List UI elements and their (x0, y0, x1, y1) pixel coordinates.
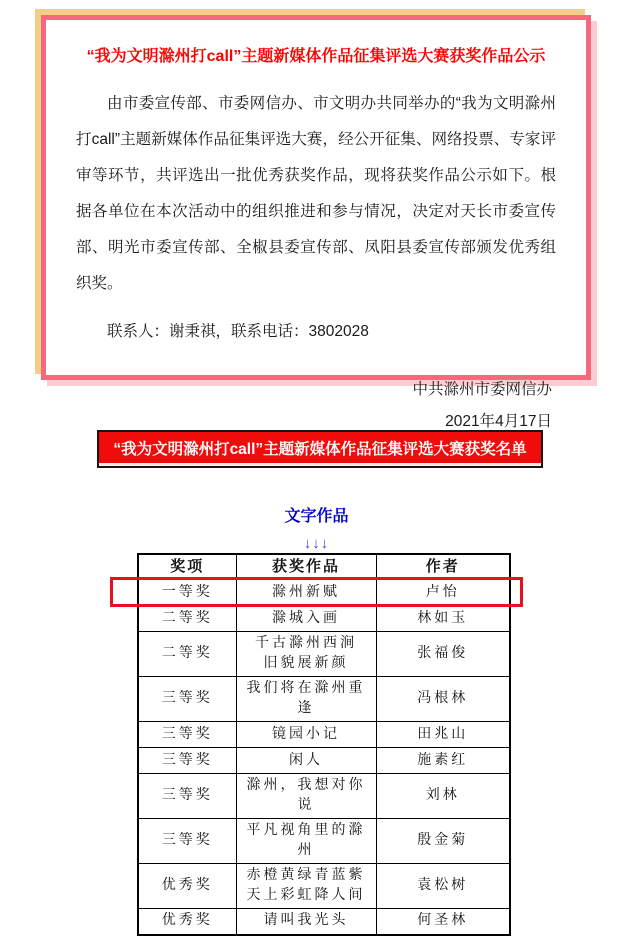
cell-award: 一等奖 (138, 580, 236, 606)
cell-award: 三等奖 (138, 774, 236, 819)
cell-author: 张福俊 (376, 632, 510, 677)
cell-award: 优秀奖 (138, 909, 236, 935)
cell-award: 三等奖 (138, 722, 236, 748)
table-row (138, 606, 510, 632)
cell-award: 二等奖 (138, 632, 236, 677)
notice-signoff (76, 374, 556, 438)
awards-table (137, 553, 511, 936)
cell-author: 卢怡 (376, 580, 510, 606)
cell-work: 滁州新赋 (236, 580, 376, 606)
cell-author: 田兆山 (376, 722, 510, 748)
cell-author: 施素红 (376, 748, 510, 774)
cell-author: 何圣林 (376, 909, 510, 935)
table-row-highlighted (138, 580, 510, 606)
table-row (138, 864, 510, 909)
cell-author: 袁松树 (376, 864, 510, 909)
cell-work: 赤橙黄绿青蓝紫 天上彩虹降人间 (236, 864, 376, 909)
table-row (138, 819, 510, 864)
cell-award: 三等奖 (138, 748, 236, 774)
cell-work: 千古滁州西涧 旧貌展新颜 (236, 632, 376, 677)
awards-table-wrap (137, 553, 509, 936)
table-row (138, 722, 510, 748)
cell-work: 平凡视角里的滁州 (236, 819, 376, 864)
cell-award: 优秀奖 (138, 864, 236, 909)
down-arrows-icon: ↓↓↓ (303, 535, 330, 552)
table-row (138, 748, 510, 774)
column-header: 奖项 (138, 554, 236, 580)
cell-work: 请叫我光头 (236, 909, 376, 935)
notice-paragraph: 由市委宣传部、市委网信办、市文明办共同举办的“我为文明滁州打call”主题新媒体作品征集评选大赛，经公开征集、网络投票、专家评审等环节，共评选出一批优秀获奖作品，现将获奖作品公示如下。根据各单位在本次活动中的组织推进和参与情况，决定对天长市委宣传部、明光市委宣传部、全椒县委宣传部、凤阳县委宣传部颁发优秀组织奖。 (76, 95, 556, 292)
cell-author: 冯根林 (376, 677, 510, 722)
cell-work: 我们将在滁州重逢 (236, 677, 376, 722)
column-header: 获奖作品 (236, 554, 376, 580)
notice-contact-line: 联系人：谢秉祺，联系电话：3802028 (107, 323, 369, 340)
awards-list-banner (97, 430, 543, 468)
cell-award: 二等奖 (138, 606, 236, 632)
cell-work: 镜园小记 (236, 722, 376, 748)
cell-work: 滁城入画 (236, 606, 376, 632)
table-body (138, 580, 510, 935)
awards-list-banner-title: “我为文明滁州打call”主题新媒体作品征集评选大赛获奖名单 (113, 441, 527, 458)
column-header: 作者 (376, 554, 510, 580)
notice-box (41, 15, 591, 430)
notice-date: 2021年4月17日 (445, 413, 552, 430)
table-row (138, 677, 510, 722)
cell-work: 滁州，我想对你说 (236, 774, 376, 819)
section-heading-text-works: 文字作品 (284, 508, 349, 525)
notice-signature: 中共滁州市委网信办 (412, 381, 552, 398)
table-row (138, 909, 510, 935)
cell-award: 三等奖 (138, 677, 236, 722)
cell-work: 闲人 (236, 748, 376, 774)
cell-author: 殷金菊 (376, 819, 510, 864)
table-row (138, 774, 510, 819)
cell-author: 林如玉 (376, 606, 510, 632)
table-row (138, 632, 510, 677)
cell-author: 刘林 (376, 774, 510, 819)
cell-award: 三等奖 (138, 819, 236, 864)
notice-title: “我为文明滁州打call”主题新媒体作品征集评选大赛获奖作品公示 (86, 48, 546, 65)
table-header-row (138, 554, 510, 580)
